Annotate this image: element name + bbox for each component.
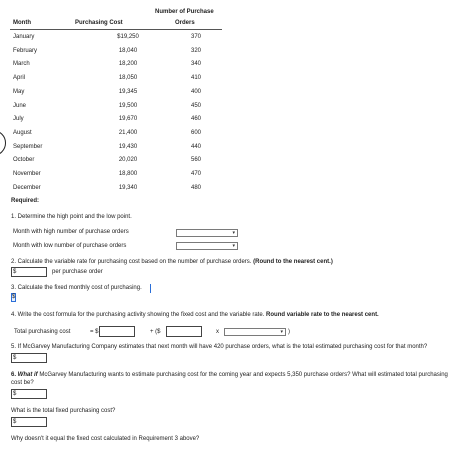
q6-total-cost-input[interactable] [11, 389, 47, 399]
cost-cell: 19,670 [118, 116, 138, 123]
q4-total-label: Total purchasing cost [14, 329, 71, 335]
currency-symbol: $ [12, 294, 16, 300]
orders-cell: 340 [190, 61, 201, 68]
table-row [10, 89, 222, 102]
month-cell: June [13, 102, 27, 109]
q5-text: 5. If McGarvey Manufacturing Company estimates that next month will have 420 purchase orders, what is the total estimated purchasing cost for that month? [11, 344, 428, 350]
month-cell: May [13, 88, 25, 95]
orders-cell: 440 [190, 143, 201, 150]
q6-fixed-cost-input[interactable] [11, 417, 47, 427]
table-row [10, 103, 222, 116]
required-heading: Required: [11, 198, 40, 204]
header-rule [10, 29, 222, 30]
q6-what-if: What if [17, 372, 38, 378]
q4-text [11, 312, 379, 318]
orders-cell: 460 [190, 116, 201, 123]
q4-close-paren: ) [288, 329, 290, 335]
header-number-of-purchase: Number of Purchase [155, 9, 214, 15]
circle-fragment [0, 130, 6, 156]
cost-cell: 19,345 [118, 88, 138, 95]
cost-cell: 20,020 [118, 157, 138, 164]
table-row [10, 157, 222, 170]
month-cell: April [13, 75, 26, 82]
header-month: Month [13, 20, 31, 26]
orders-cell: 370 [190, 34, 201, 40]
q4-equals: = $ [90, 329, 99, 335]
cost-cell: 19,500 [118, 102, 138, 109]
q4-times: x [216, 329, 219, 335]
chevron-down-icon: ▾ [232, 243, 235, 249]
cost-cell: 18,040 [118, 47, 138, 54]
header-purchasing-cost: Purchasing Cost [75, 20, 123, 26]
month-cell: July [13, 116, 24, 123]
table-row [10, 130, 222, 143]
month-cell: September [13, 143, 43, 150]
q2-text [11, 259, 333, 265]
q5-total-cost-input[interactable] [11, 353, 47, 363]
cost-cell: 21,400 [118, 129, 138, 136]
cost-cell: 18,200 [118, 61, 138, 68]
text-cursor [150, 284, 151, 293]
month-cell: August [13, 129, 32, 136]
table-row [10, 48, 222, 61]
q4-rate-input[interactable] [166, 326, 202, 337]
q4-text-main: 4. Write the cost formula for the purchasing activity showing the fixed cost and the variable rate. [11, 312, 267, 318]
q6-why-question: Why doesn't it equal the fixed cost calculated in Requirement 3 above? [11, 436, 200, 442]
orders-cell: 320 [190, 47, 201, 54]
header-orders: Orders [175, 20, 195, 26]
month-cell: December [13, 184, 41, 191]
currency-symbol: $ [13, 419, 17, 425]
orders-cell: 470 [190, 171, 201, 177]
q6-fixed-question: What is the total fixed purchasing cost? [11, 408, 116, 414]
q6-text-main: McGarvey Manufacturing wants to estimate purchasing cost for the coming year and expects 5,350 purchase orders? What will estimated total purchasing [37, 372, 448, 378]
month-cell: February [13, 47, 38, 54]
table-row [10, 144, 222, 157]
cost-cell: 18,050 [118, 75, 138, 82]
q1-high-label: Month with high number of purchase orders [13, 229, 129, 235]
month-cell: November [13, 171, 41, 177]
q4-driver-select[interactable] [224, 328, 286, 336]
q4-fixed-input[interactable] [99, 326, 135, 337]
chevron-down-icon: ▾ [232, 230, 235, 236]
q1-high-select[interactable] [176, 229, 238, 237]
table-row [10, 75, 222, 88]
table-row [10, 185, 222, 198]
table-row [10, 116, 222, 129]
q2-text-bold: (Round to the nearest cent.) [253, 259, 333, 265]
orders-cell: 480 [190, 184, 201, 191]
q4-text-bold: Round variable rate to the nearest cent. [266, 312, 379, 318]
orders-cell: 410 [190, 75, 201, 82]
q2-text-main: 2. Calculate the variable rate for purchasing cost based on the number of purchase orders. [11, 259, 254, 265]
cost-cell: 18,800 [118, 171, 138, 177]
q1-low-select[interactable] [176, 242, 238, 250]
q1-text: 1. Determine the high point and the low point. [11, 214, 132, 220]
month-cell: October [13, 157, 35, 164]
table-row [10, 61, 222, 74]
q6-text-line2: cost be? [11, 380, 34, 386]
orders-cell: 560 [190, 157, 201, 164]
q3-text: 3. Calculate the fixed monthly cost of purchasing. [11, 285, 142, 291]
cost-cell: 19,340 [118, 184, 138, 191]
cost-cell: $19,250 [117, 34, 139, 40]
table-row [10, 171, 222, 184]
orders-cell: 600 [190, 129, 201, 136]
orders-cell: 450 [190, 102, 201, 109]
q6-number: 6. [11, 372, 18, 378]
table-row [10, 34, 222, 47]
month-cell: March [13, 61, 30, 68]
q3-fixed-cost-input[interactable] [11, 293, 16, 302]
currency-symbol: $ [13, 355, 17, 361]
q1-low-label: Month with low number of purchase orders [13, 243, 127, 249]
currency-symbol: $ [13, 269, 17, 275]
q4-plus: + ($ [150, 329, 161, 335]
q2-rate-input[interactable] [11, 267, 47, 277]
chevron-down-icon: ▾ [280, 329, 283, 335]
cost-cell: 19,430 [118, 143, 138, 150]
q6-text [11, 372, 448, 378]
orders-cell: 400 [190, 88, 201, 95]
month-cell: January [13, 34, 35, 40]
q2-unit-label: per purchase order [52, 269, 103, 275]
currency-symbol: $ [13, 391, 17, 397]
